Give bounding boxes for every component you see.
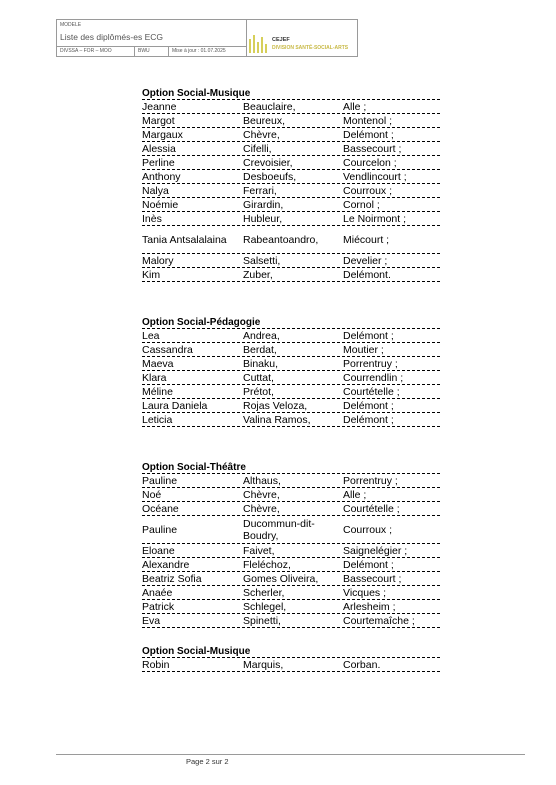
last-name: Girardin,	[243, 198, 284, 211]
list-item	[142, 226, 440, 254]
locality: Porrentruy ;	[343, 474, 398, 487]
list-item	[142, 658, 440, 672]
list-item	[142, 385, 440, 399]
last-name: Spinetti,	[243, 614, 281, 627]
cejef-logo-icon	[249, 33, 269, 53]
list-item	[142, 572, 440, 586]
section-title: Option Social-Théâtre	[142, 461, 440, 474]
last-name: Chèvre,	[243, 502, 280, 515]
first-name: Cassandra	[142, 343, 193, 356]
first-name: Jeanne	[142, 100, 177, 113]
first-name: Beatriz Sofia	[142, 572, 202, 585]
list-item	[142, 329, 440, 343]
list-item	[142, 371, 440, 385]
last-name: Chèvre,	[243, 128, 280, 141]
section-social-musique-2	[142, 645, 440, 672]
first-name: Alessia	[142, 142, 176, 155]
locality: Saignelégier ;	[343, 544, 408, 557]
first-name: Océane	[142, 502, 179, 515]
locality: Delémont ;	[343, 329, 394, 342]
last-name: Fleléchoz,	[243, 558, 291, 571]
last-name: Scherler,	[243, 586, 285, 599]
locality: Alle ;	[343, 488, 367, 501]
last-name: Ducommun-dit-Boudry,	[243, 517, 315, 542]
page-number: Page 2 sur 2	[186, 757, 229, 766]
first-name: Laura Daniela	[142, 399, 208, 412]
last-name: Crevoisier,	[243, 156, 293, 169]
last-name: Schlegel,	[243, 600, 287, 613]
list-item	[142, 114, 440, 128]
locality: Courroux ;	[343, 184, 393, 197]
first-name: Klara	[142, 371, 167, 384]
list-item	[142, 170, 440, 184]
list-item	[142, 474, 440, 488]
last-name: Salsetti,	[243, 254, 281, 267]
locality: Courtemaîche ;	[343, 614, 415, 627]
locality: Porrentruy ;	[343, 357, 398, 370]
last-name: Rabeantoandro,	[243, 233, 319, 246]
list-item	[142, 142, 440, 156]
first-name: Robin	[142, 658, 170, 671]
last-name: Cuttat,	[243, 371, 274, 384]
document-title: Liste des diplômés-es ECG	[60, 32, 163, 42]
first-name: Margot	[142, 114, 175, 127]
first-name: Nalya	[142, 184, 169, 197]
first-name: Leticia	[142, 413, 173, 426]
locality: Vendlincourt ;	[343, 170, 407, 183]
first-name: Eva	[142, 614, 161, 627]
locality: Cornol ;	[343, 198, 380, 211]
section-title: Option Social-Musique	[142, 87, 440, 100]
last-name: Gomes Oliveira,	[243, 572, 319, 585]
last-name: Prétot,	[243, 385, 274, 398]
last-name: Binaku,	[243, 357, 279, 370]
last-name: Cifelli,	[243, 142, 272, 155]
first-name: Maeva	[142, 357, 174, 370]
first-name: Anthony	[142, 170, 181, 183]
last-name: Andrea,	[243, 329, 280, 342]
document-header	[56, 19, 358, 57]
first-name: Patrick	[142, 600, 175, 613]
last-name: Desboeufs,	[243, 170, 297, 183]
last-name: Ferrari,	[243, 184, 277, 197]
section-social-theatre	[142, 461, 440, 628]
list-item	[142, 357, 440, 371]
list-item	[142, 156, 440, 170]
author-code: BWU	[135, 47, 169, 56]
locality: Montenol ;	[343, 114, 393, 127]
first-name: Lea	[142, 329, 160, 342]
section-title: Option Social-Pédagogie	[142, 316, 440, 329]
list-item	[142, 586, 440, 600]
list-item	[142, 558, 440, 572]
first-name: Noémie	[142, 198, 179, 211]
first-name: Méline	[142, 385, 173, 398]
header-logo-block	[246, 20, 357, 56]
last-name: Faivet,	[243, 544, 275, 557]
locality: Delémont ;	[343, 128, 394, 141]
first-name: Pauline	[142, 474, 178, 487]
list-item	[142, 544, 440, 558]
last-name: Valina Ramos,	[243, 413, 311, 426]
first-name: Margaux	[142, 128, 183, 141]
locality: Miécourt ;	[343, 233, 390, 246]
list-item	[142, 212, 440, 226]
list-item	[142, 100, 440, 114]
section-social-musique	[142, 87, 440, 282]
last-name: Berdat,	[243, 343, 277, 356]
header-title-block	[57, 20, 247, 56]
first-name: Alexandre	[142, 558, 190, 571]
logo-name: CEJEF	[272, 37, 290, 43]
first-name: Anaée	[142, 586, 173, 599]
model-label: MODELE	[60, 22, 82, 28]
first-name: Noé	[142, 488, 162, 501]
locality: Moutier ;	[343, 343, 384, 356]
logo-subtitle: DIVISION SANTÉ-SOCIAL-ARTS	[272, 45, 349, 51]
locality: Alle ;	[343, 100, 367, 113]
last-name: Hubleur,	[243, 212, 283, 225]
locality: Bassecourt ;	[343, 572, 402, 585]
list-item	[142, 600, 440, 614]
locality: Arlesheim ;	[343, 600, 396, 613]
list-item	[142, 399, 440, 413]
list-item	[142, 502, 440, 516]
locality: Bassecourt ;	[343, 142, 402, 155]
update-date: Mise à jour : 01.07.2025	[172, 48, 226, 54]
locality: Develier ;	[343, 254, 388, 267]
section-social-pedagogie	[142, 316, 440, 427]
list-item	[142, 254, 440, 268]
list-item	[142, 128, 440, 142]
division-code: DIVSSA – FOR – MOO	[57, 47, 135, 56]
locality: Le Noirmont ;	[343, 212, 407, 225]
locality: Courtételle ;	[343, 385, 400, 398]
last-name: Chèvre,	[243, 488, 280, 501]
locality: Delémont.	[343, 268, 391, 281]
first-name: Eloane	[142, 544, 175, 557]
last-name: Rojas Veloza,	[243, 399, 308, 412]
last-name: Beauclaire,	[243, 100, 296, 113]
first-name: Kim	[142, 268, 161, 281]
locality: Corban.	[343, 658, 381, 671]
first-name: Tania Antsalalaina	[142, 233, 227, 246]
last-name: Zuber,	[243, 268, 273, 281]
header-info-row	[57, 46, 246, 56]
locality: Delémont ;	[343, 399, 394, 412]
first-name: Perline	[142, 156, 175, 169]
list-item	[142, 184, 440, 198]
footer-divider	[56, 754, 525, 755]
locality: Delémont ;	[343, 413, 394, 426]
last-name: Althaus,	[243, 474, 281, 487]
list-item	[142, 614, 440, 628]
first-name: Inès	[142, 212, 162, 225]
locality: Delémont ;	[343, 558, 394, 571]
list-item	[142, 343, 440, 357]
first-name: Pauline	[142, 523, 178, 536]
locality: Courcelon ;	[343, 156, 397, 169]
locality: Courtételle ;	[343, 502, 400, 515]
list-item	[142, 268, 440, 282]
first-name: Malory	[142, 254, 174, 267]
last-name: Beureux,	[243, 114, 286, 127]
list-item	[142, 488, 440, 502]
locality: Courrendlin ;	[343, 371, 404, 384]
locality: Courroux ;	[343, 523, 393, 536]
list-item	[142, 413, 440, 427]
section-title: Option Social-Musique	[142, 645, 440, 658]
list-item	[142, 516, 440, 544]
list-item	[142, 198, 440, 212]
locality: Vicques ;	[343, 586, 386, 599]
last-name: Marquis,	[243, 658, 284, 671]
